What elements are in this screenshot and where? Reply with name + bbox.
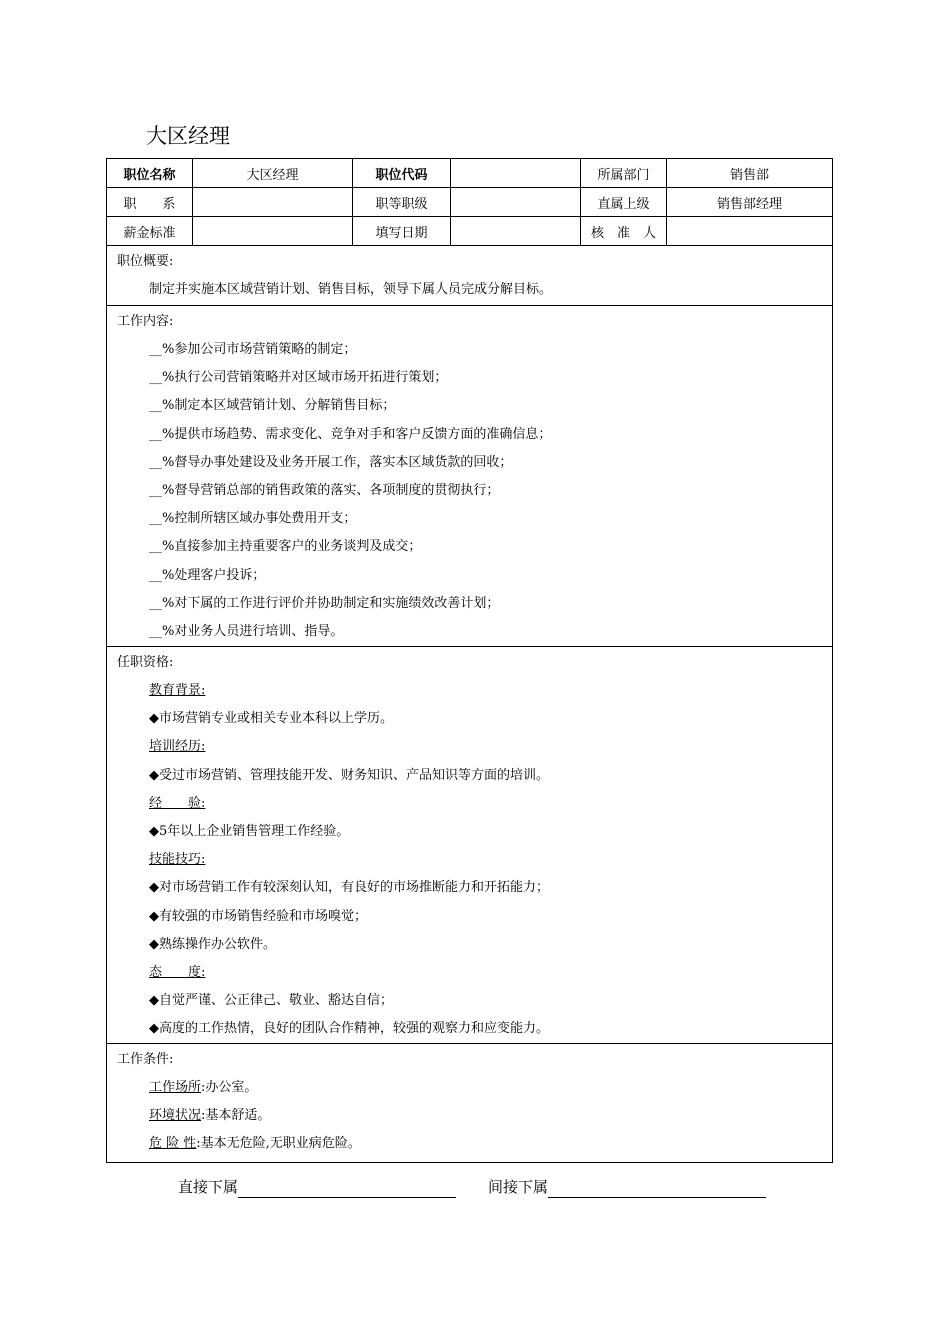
value-salary — [193, 217, 353, 245]
duties-section — [107, 306, 832, 647]
duty-item: __%控制所辖区域办事处费用开支； — [149, 511, 357, 527]
training-label: 培训经历: — [149, 739, 206, 755]
training-label-row — [117, 733, 832, 761]
value-supervisor: 销售部经理 — [716, 196, 782, 212]
label-grade: 职等职级 — [353, 188, 451, 216]
risk-value: :基本无危险,无职业病危险。 — [196, 1136, 361, 1152]
skill-item: ◆有较强的市场销售经验和市场嗅觉； — [149, 908, 367, 924]
duty-item: __%对下属的工作进行评价并协助制定和实施绩效改善计划； — [149, 595, 500, 611]
condition-place — [117, 1074, 832, 1102]
education-label: 教育背景: — [149, 683, 206, 698]
attitude-item: ◆高度的工作热情，良好的团队合作精神，较强的观察力和应变能力。 — [149, 1021, 549, 1037]
condition-risk — [117, 1130, 832, 1158]
value-department: 销售部 — [729, 167, 769, 183]
attitude-label-row — [117, 959, 832, 987]
duty-item: __%督导办事处建设及业务开展工作，落实本区域货款的回收； — [149, 454, 513, 470]
skill-item: ◆熟练操作办公软件。 — [149, 936, 276, 952]
value-position-code — [451, 159, 581, 187]
duty-item: __%制定本区域营销计划、分解销售目标； — [149, 398, 396, 414]
skills-label: 技能技巧: — [149, 852, 206, 868]
header-row-3 — [107, 217, 832, 246]
value-position-name: 大区经理 — [193, 159, 353, 187]
duty-item: __%参加公司市场营销策略的制定； — [149, 342, 357, 357]
indirect-subordinates-blank[interactable] — [548, 1181, 766, 1198]
place-value: :办公室。 — [201, 1080, 258, 1095]
label-supervisor: 直属上级 — [581, 188, 667, 216]
summary-section — [107, 246, 832, 306]
summary-title: 职位概要: — [117, 254, 174, 269]
duty-item: __%督导营销总部的销售政策的落实、各项制度的贯彻执行； — [149, 482, 500, 498]
training-item: ◆受过市场营销、管理技能开发、财务知识、产品知识等方面的培训。 — [149, 767, 549, 783]
duty-item: __%直接参加主持重要客户的业务谈判及成交； — [149, 539, 422, 555]
qualifications-title: 任职资格: — [117, 655, 174, 670]
job-description-form — [106, 158, 833, 1163]
label-approver: 核 准 人 — [581, 217, 667, 245]
direct-subordinates — [178, 1176, 456, 1198]
direct-subordinates-blank[interactable] — [238, 1181, 456, 1198]
qualifications-section — [107, 647, 832, 1044]
duty-item: __%处理客户投诉； — [149, 567, 266, 583]
header-row-1 — [107, 159, 832, 188]
condition-environment — [117, 1102, 832, 1130]
attitude-label: 态 度: — [149, 964, 206, 980]
label-salary: 薪金标准 — [107, 217, 193, 245]
education-item: ◆市场营销专业或相关专业本科以上学历。 — [149, 711, 393, 727]
skills-label-row — [117, 846, 832, 874]
label-position-name: 职位名称 — [107, 159, 193, 187]
experience-item: ◆5年以上企业销售管理工作经验。 — [149, 823, 350, 839]
value-approver — [667, 217, 832, 245]
risk-label: 危 险 性 — [149, 1136, 197, 1152]
indirect-subordinates — [488, 1176, 766, 1198]
conditions-title: 工作条件: — [117, 1052, 174, 1067]
value-grade — [451, 188, 581, 216]
label-position-code: 职位代码 — [353, 159, 451, 187]
experience-label: 经 验: — [149, 795, 206, 811]
experience-label-row — [117, 790, 832, 818]
duty-item: __%提供市场趋势、需求变化、竞争对手和客户反馈方面的准确信息； — [149, 426, 552, 442]
indirect-subordinates-label: 间接下属 — [488, 1178, 549, 1196]
conditions-section — [107, 1044, 832, 1162]
page-title: 大区经理 — [146, 124, 230, 148]
header-row-2 — [107, 188, 832, 217]
education-label-row — [117, 677, 832, 705]
value-fill-date — [451, 217, 581, 245]
summary-text: 制定并实施本区域营销计划、销售目标，领导下属人员完成分解目标。 — [149, 282, 553, 297]
duties-title: 工作内容: — [117, 314, 174, 329]
value-job-family — [193, 188, 353, 216]
attitude-item: ◆自觉严谨、公正律己、敬业、豁达自信； — [149, 993, 393, 1009]
place-label: 工作场所 — [149, 1080, 202, 1095]
label-department: 所属部门 — [581, 159, 667, 187]
direct-subordinates-label: 直接下属 — [178, 1178, 239, 1196]
environment-label: 环境状况 — [149, 1108, 202, 1124]
skill-item: ◆对市场营销工作有较深刻认知，有良好的市场推断能力和开拓能力； — [149, 880, 549, 896]
duty-item: __%对业务人员进行培训、指导。 — [149, 623, 344, 639]
environment-value: :基本舒适。 — [201, 1108, 271, 1124]
label-job-family: 职 系 — [107, 188, 193, 216]
duty-item: __%执行公司营销策略并对区域市场开拓进行策划； — [149, 370, 448, 386]
label-fill-date: 填写日期 — [353, 217, 451, 245]
